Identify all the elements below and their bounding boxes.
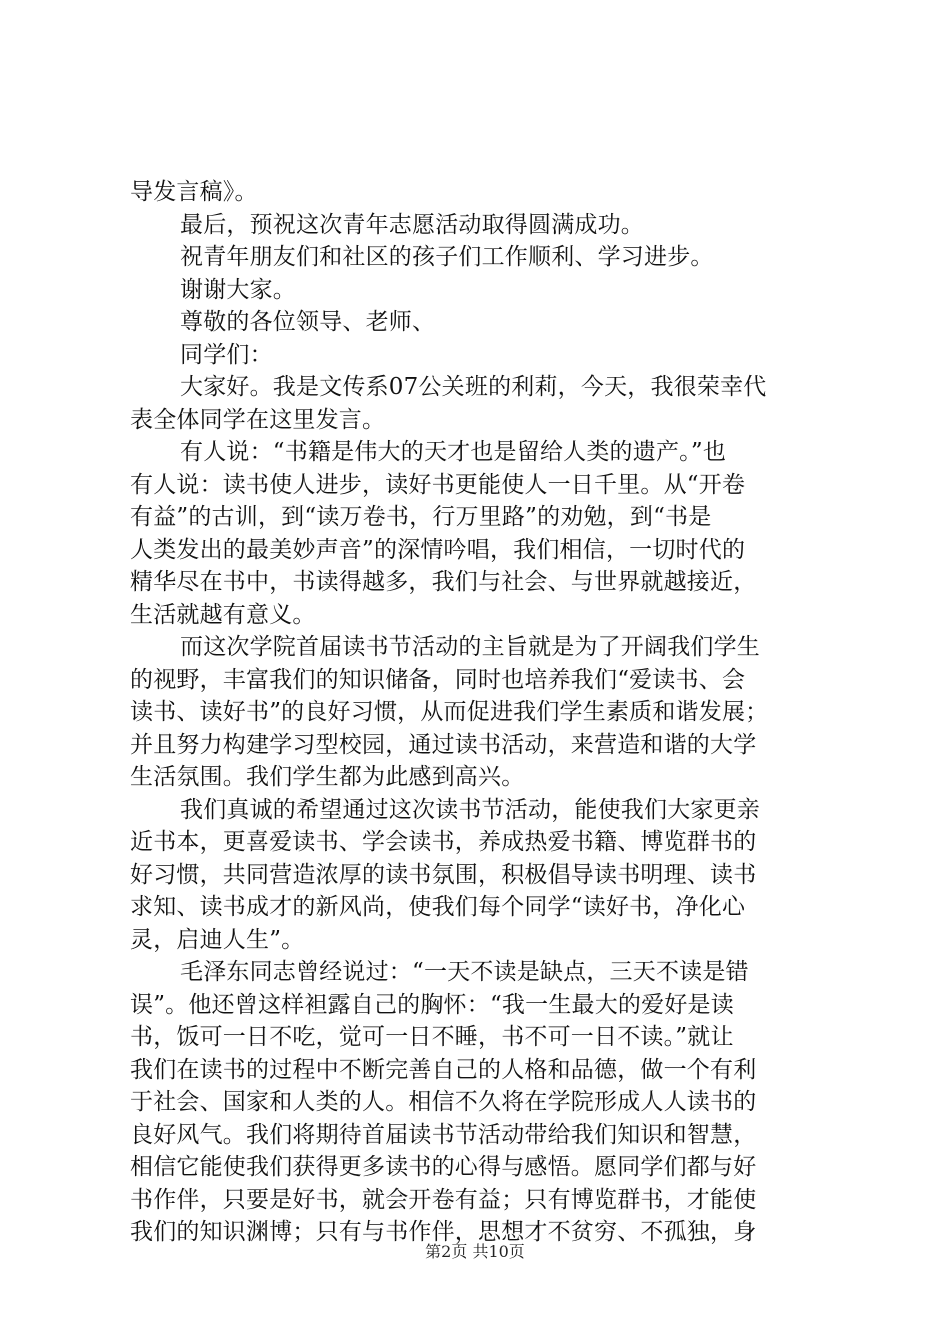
text-line: 书，饭可一日不吃，觉可一日不睡，书不可一日不读。”就让	[130, 1024, 734, 1050]
text-line: 读书、读好书”的良好习惯，从而促进我们学生素质和谐发展；	[130, 699, 769, 725]
text-line: 并且努力构建学习型校园，通过读书活动，来营造和谐的大学	[130, 731, 757, 758]
text-line: 生活就越有意义。	[130, 601, 316, 628]
text-line: 尊敬的各位领导、老师、	[180, 309, 436, 335]
text-line: 好习惯，共同营造浓厚的读书氛围，积极倡导读书明理、读书	[130, 861, 757, 888]
text-line: 最后，预祝这次青年志愿活动取得圆满成功。	[180, 211, 644, 238]
text-line: 同学们：	[180, 341, 273, 368]
text-line: 书作伴，只要是好书，就会开卷有益；只有博览群书，才能使	[130, 1186, 757, 1213]
text-line: 表全体同学在这里发言。	[130, 406, 386, 433]
text-line: 而这次学院首届读书节活动的主旨就是为了开阔我们学生	[180, 634, 760, 660]
text-line: 良好风气。我们将期待首届读书节活动带给我们知识和智慧，	[130, 1121, 757, 1148]
text-line: 相信它能使我们获得更多读书的心得与感悟。愿同学们都与好	[130, 1154, 757, 1180]
text-line: 我们真诚的希望通过这次读书节活动，能使我们大家更亲	[180, 796, 760, 823]
text-line: 导发言稿》。	[130, 179, 258, 205]
text-line: 精华尽在书中，书读得越多，我们与社会、与世界就越接近，	[130, 569, 757, 595]
text-line: 有人说：读书使人进步，读好书更能使人一日千里。从“开卷	[130, 471, 746, 498]
text-line: 祝青年朋友们和社区的孩子们工作顺利、学习进步。	[180, 244, 714, 270]
text-line: 生活氛围。我们学生都为此感到高兴。	[130, 764, 525, 790]
text-line: 我们在读书的过程中不断完善自己的人格和品德，做一个有利	[130, 1056, 757, 1083]
text-line: 求知、读书成才的新风尚，使我们每个同学“读好书，净化心	[130, 894, 746, 920]
text-line: 毛泽东同志曾经说过：“一天不读是缺点，三天不读是错	[180, 959, 749, 985]
page-number-footer: 第2页 共10页	[425, 1242, 525, 1261]
text-line: 误”。他还曾这样袒露自己的胸怀：“我一生最大的爱好是读	[130, 991, 734, 1018]
text-line: 有益”的古训，到“读万卷书，行万里路”的劝勉，到“书是	[130, 504, 712, 530]
text-line: 有人说：“书籍是伟大的天才也是留给人类的遗产。”也	[180, 439, 727, 465]
text-line: 谢谢大家。	[180, 276, 296, 303]
text-line: 我们的知识渊博；只有与书作伴，思想才不贫穷、不孤独，身	[130, 1219, 757, 1245]
text-line: 于社会、国家和人类的人。相信不久将在学院形成人人读书的	[130, 1089, 757, 1115]
document-body	[130, 176, 830, 1249]
text-line: 大家好。我是文传系07公关班的利莉，今天，我很荣幸代	[180, 374, 767, 400]
text-line: 灵，启迪人生”。	[130, 926, 305, 953]
text-line: 近书本，更喜爱读书、学会读书，养成热爱书籍、博览群书的	[130, 829, 757, 855]
text-line: 的视野，丰富我们的知识储备，同时也培养我们“爱读书、会	[130, 666, 746, 693]
text-line: 人类发出的最美妙声音”的深情吟唱，我们相信，一切时代的	[130, 536, 746, 563]
